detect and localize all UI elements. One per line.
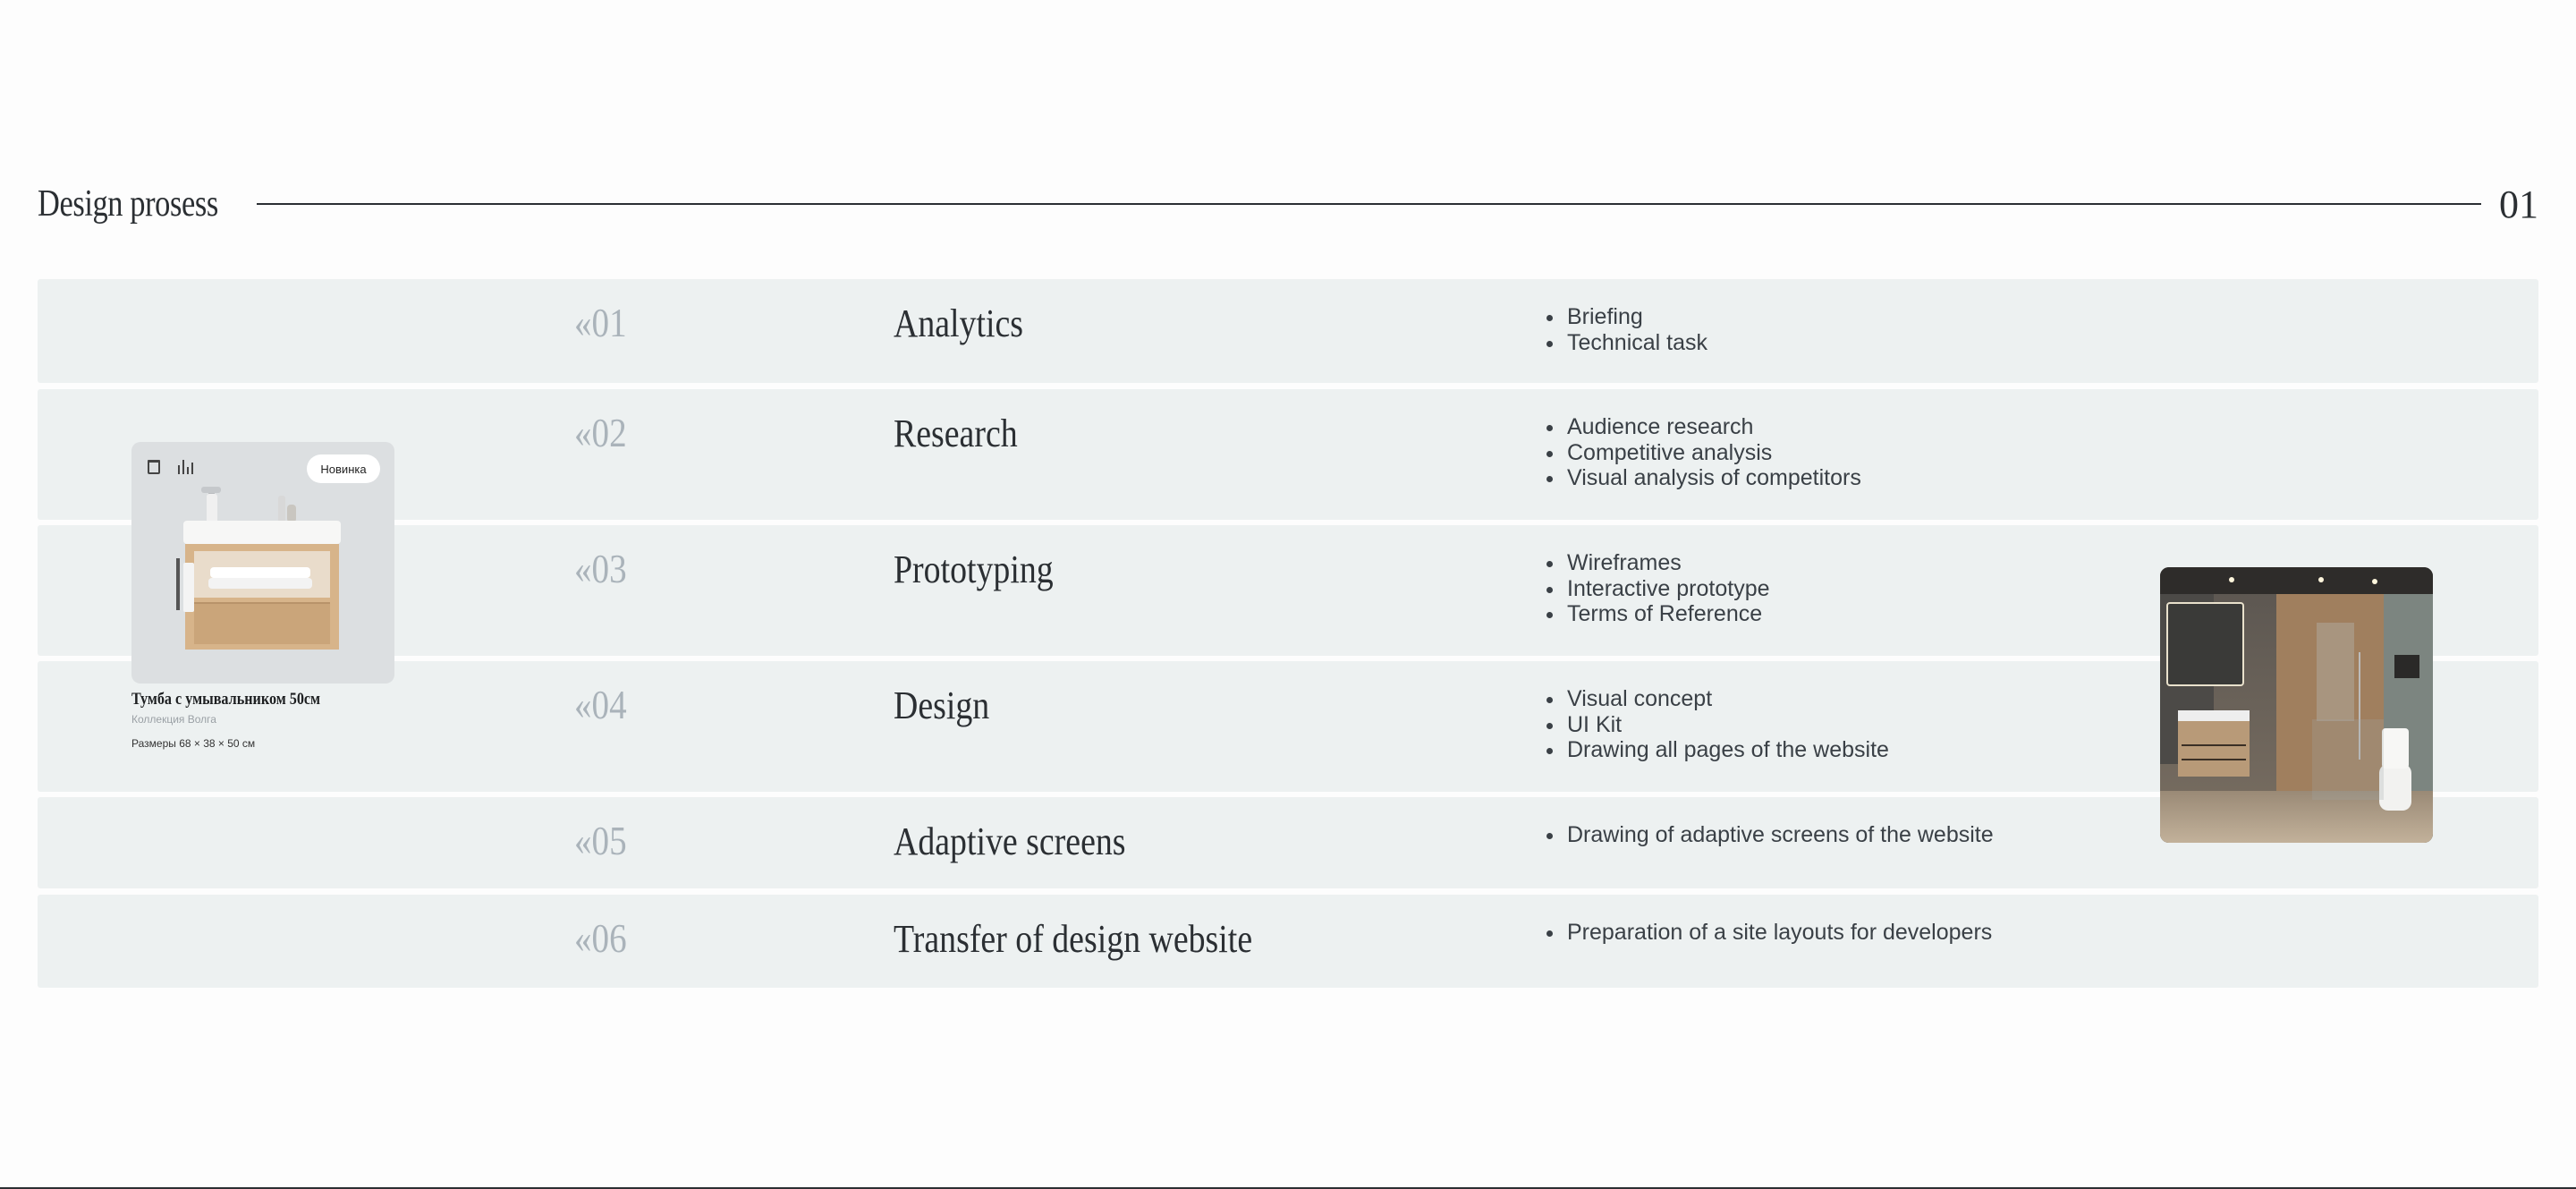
step-row bbox=[38, 895, 2538, 988]
step-list bbox=[1530, 304, 1707, 355]
step-row bbox=[38, 279, 2538, 383]
step-name: Adaptive screens bbox=[894, 820, 1126, 863]
list-item: UI Kit bbox=[1530, 712, 1889, 738]
step-name: Analytics bbox=[894, 301, 1024, 345]
list-item: Drawing of adaptive screens of the website bbox=[1530, 822, 1994, 848]
list-item: Audience research bbox=[1530, 414, 1861, 440]
step-name: Transfer of design website bbox=[894, 917, 1253, 961]
header-divider bbox=[257, 203, 2481, 205]
step-index: «06 bbox=[574, 915, 627, 961]
list-item: Briefing bbox=[1530, 304, 1707, 330]
step-name: Design bbox=[894, 684, 990, 727]
step-name: Research bbox=[894, 412, 1018, 455]
list-item: Terms of Reference bbox=[1530, 601, 1770, 627]
step-list bbox=[1530, 414, 1861, 491]
step-name: Prototyping bbox=[894, 548, 1054, 591]
step-index: «01 bbox=[574, 300, 627, 345]
step-row bbox=[38, 389, 2538, 520]
step-list bbox=[1530, 822, 1994, 848]
product-title[interactable]: Тумба с умывальником 50см bbox=[131, 690, 321, 709]
list-item: Technical task bbox=[1530, 330, 1707, 356]
list-item: Preparation of a site layouts for developers bbox=[1530, 920, 1992, 946]
list-item: Visual analysis of competitors bbox=[1530, 465, 1861, 491]
product-dimensions: Размеры 68 × 38 × 50 см bbox=[131, 737, 256, 750]
product-collection: Коллекция Волга bbox=[131, 713, 216, 726]
list-item: Competitive analysis bbox=[1530, 440, 1861, 466]
list-item: Drawing all pages of the website bbox=[1530, 737, 1889, 763]
step-index: «03 bbox=[574, 546, 627, 591]
step-index: «02 bbox=[574, 410, 627, 455]
list-item: Wireframes bbox=[1530, 550, 1770, 576]
page-title: Design prosess bbox=[38, 183, 218, 225]
step-list bbox=[1530, 550, 1770, 627]
new-badge: Новинка bbox=[307, 454, 380, 483]
step-index: «04 bbox=[574, 682, 627, 727]
bathroom-photo bbox=[2160, 567, 2433, 843]
step-list bbox=[1530, 920, 1992, 946]
step-list bbox=[1530, 686, 1889, 763]
section-number: 01 bbox=[2499, 182, 2538, 226]
product-card[interactable] bbox=[131, 442, 394, 684]
section-header bbox=[38, 177, 2538, 231]
step-index: «05 bbox=[574, 818, 627, 863]
list-item: Interactive prototype bbox=[1530, 576, 1770, 602]
list-item: Visual concept bbox=[1530, 686, 1889, 712]
vanity-image bbox=[131, 442, 394, 684]
